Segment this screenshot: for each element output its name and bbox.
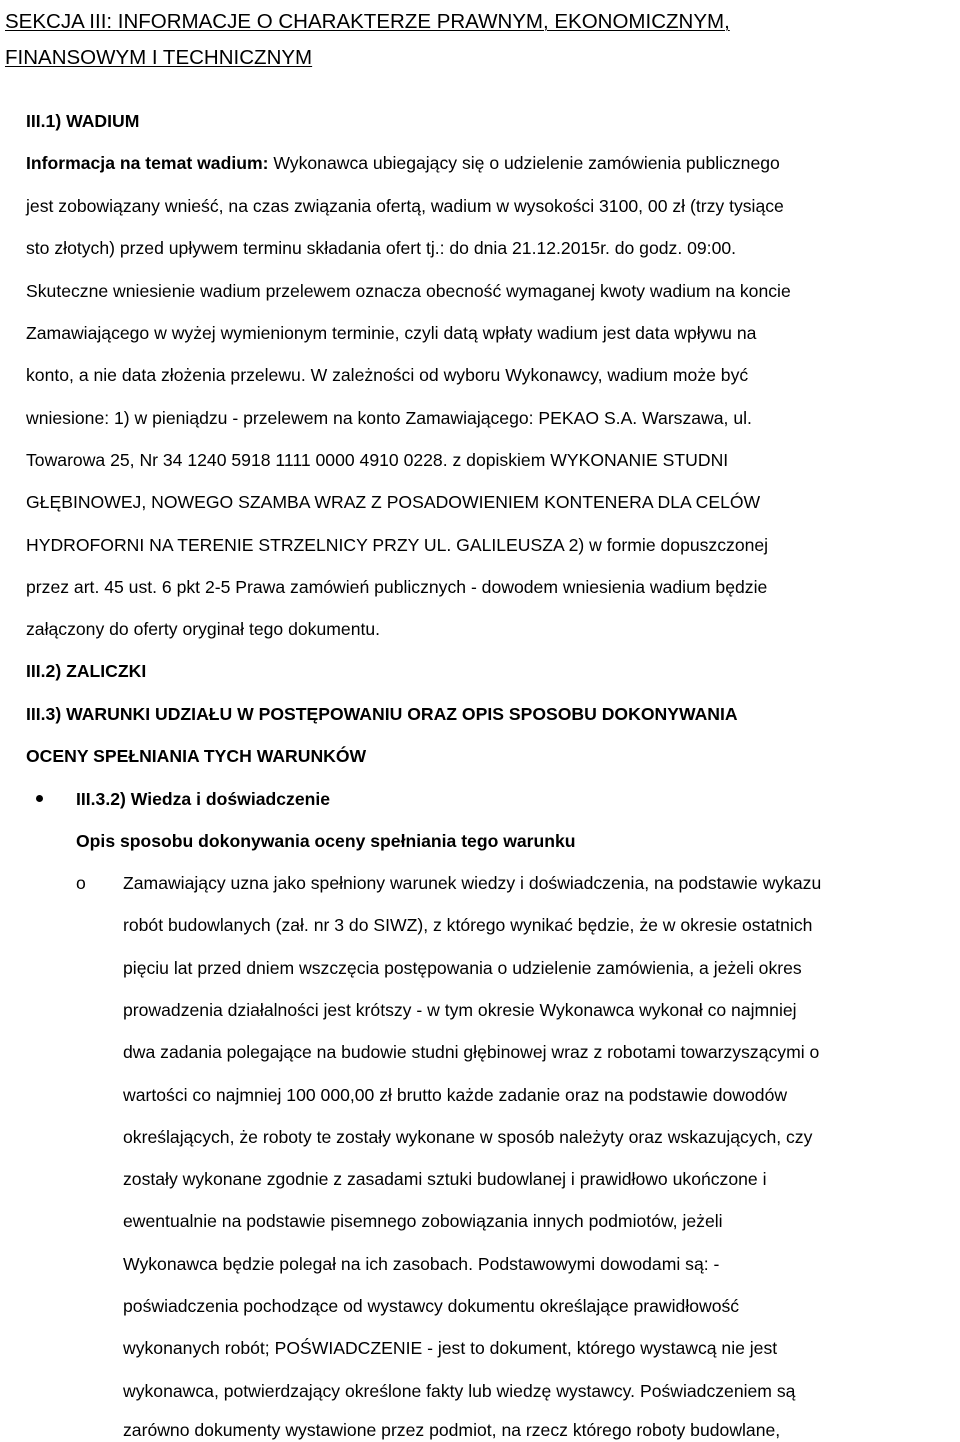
warunek-line-13: wykonawca, potwierdzający określone fakty lub wiedzę wystawcy. Poświadczeniem są — [123, 1381, 796, 1401]
bullet-dot-icon — [36, 795, 43, 802]
wadium-line-8: Towarowa 25, Nr 34 1240 5918 1111 0000 4910 0228. z dopiskiem WYKONANIE STUDNI — [26, 450, 729, 470]
wadium-line-4: Skuteczne wniesienie wadium przelewem oznacza obecność wymaganej kwoty wadium na koncie — [26, 281, 791, 301]
wadium-line-12: załączony do oferty oryginał tego dokumentu. — [26, 619, 381, 639]
wadium-line-2: jest zobowiązany wnieść, na czas związania ofertą, wadium w wysokości 3100, 00 zł (trzy tysiące — [26, 196, 784, 216]
warunek-line-6: wartości co najmniej 100 000,00 zł brutto każde zadanie oraz na podstawie dowodów — [123, 1085, 788, 1105]
wadium-line-1-text: Wykonawca ubiegający się o udzielenie zamówienia publicznego — [268, 153, 780, 173]
warunek-line-1: Zamawiający uzna jako spełniony warunek wiedzy i doświadczenia, na podstawie wykazu — [123, 873, 822, 893]
section-title — [5, 4, 955, 76]
warunki-heading-line-1: III.3) WARUNKI UDZIAŁU W POSTĘPOWANIU ORAZ OPIS SPOSOBU DOKONYWANIA — [26, 704, 738, 724]
wadium-line-11: przez art. 45 ust. 6 pkt 2-5 Prawa zamówień publicznych - dowodem wniesienia wadium będzie — [26, 577, 768, 597]
wadium-line-3: sto złotych) przed upływem terminu składania ofert tj.: do dnia 21.12.2015r. do godz. 09:00. — [26, 238, 737, 258]
opis-subheading: Opis sposobu dokonywania oceny spełniania tego warunku — [76, 831, 576, 851]
wadium-line-7: wniesione: 1) w pieniądzu - przelewem na konto Zamawiającego: PEKAO S.A. Warszawa, ul. — [26, 408, 752, 428]
section-title-line-1: SEKCJA III: INFORMACJE O CHARAKTERZE PRAWNYM, EKONOMICZNYM, — [5, 10, 730, 33]
circle-bullet-icon: o — [76, 873, 86, 893]
wadium-info-label: Informacja na temat wadium: — [26, 153, 269, 173]
wadium-line-1 — [26, 152, 780, 174]
section-title-line-2: FINANSOWYM I TECHNICZNYM — [5, 46, 313, 69]
warunek-line-7: określających, że roboty te zostały wykonane w sposób należyty oraz wskazujących, czy — [123, 1127, 813, 1147]
warunek-line-8: zostały wykonane zgodnie z zasadami sztuki budowlanej i prawidłowo ukończone i — [123, 1169, 767, 1189]
wadium-line-5: Zamawiającego w wyżej wymienionym terminie, czyli datą wpłaty wadium jest data wpływu na — [26, 323, 757, 343]
warunek-line-4: prowadzenia działalności jest krótszy - w tym okresie Wykonawca wykonał co najmniej — [123, 1000, 797, 1020]
wadium-line-9: GŁĘBINOWEJ, NOWEGO SZAMBA WRAZ Z POSADOWIENIEM KONTENERA DLA CELÓW — [26, 492, 761, 512]
warunek-line-11: poświadczenia pochodzące od wystawcy dokumentu określające prawidłowość — [123, 1296, 740, 1316]
warunek-line-12: wykonanych robót; POŚWIADCZENIE - jest to dokument, którego wystawcą nie jest — [123, 1338, 778, 1358]
warunki-heading-line-2: OCENY SPEŁNIANIA TYCH WARUNKÓW — [26, 746, 367, 766]
warunek-line-9: ewentualnie na podstawie pisemnego zobowiązania innych podmiotów, jeżeli — [123, 1211, 723, 1231]
warunek-line-5: dwa zadania polegające na budowie studni głębinowej wraz z robotami towarzyszącymi o — [123, 1042, 820, 1062]
wadium-line-10: HYDROFORNI NA TERENIE STRZELNICY PRZY UL. GALILEUSZA 2) w formie dopuszczonej — [26, 535, 769, 555]
wiedza-heading: III.3.2) Wiedza i doświadczenie — [76, 789, 331, 809]
wadium-heading: III.1) WADIUM — [26, 111, 140, 131]
warunek-line-3: pięciu lat przed dniem wszczęcia postępowania o udzielenie zamówienia, a jeżeli okres — [123, 958, 802, 978]
zaliczki-heading: III.2) ZALICZKI — [26, 661, 147, 681]
wadium-line-6: konto, a nie data złożenia przelewu. W zależności od wyboru Wykonawcy, wadium może być — [26, 365, 749, 385]
warunek-line-2: robót budowlanych (zał. nr 3 do SIWZ), z którego wynikać będzie, że w okresie ostatnich — [123, 915, 813, 935]
warunek-line-14: zarówno dokumenty wystawione przez podmiot, na rzecz którego roboty budowlane, — [123, 1420, 781, 1440]
warunek-line-10: Wykonawca będzie polegał na ich zasobach. Podstawowymi dowodami są: - — [123, 1254, 720, 1274]
